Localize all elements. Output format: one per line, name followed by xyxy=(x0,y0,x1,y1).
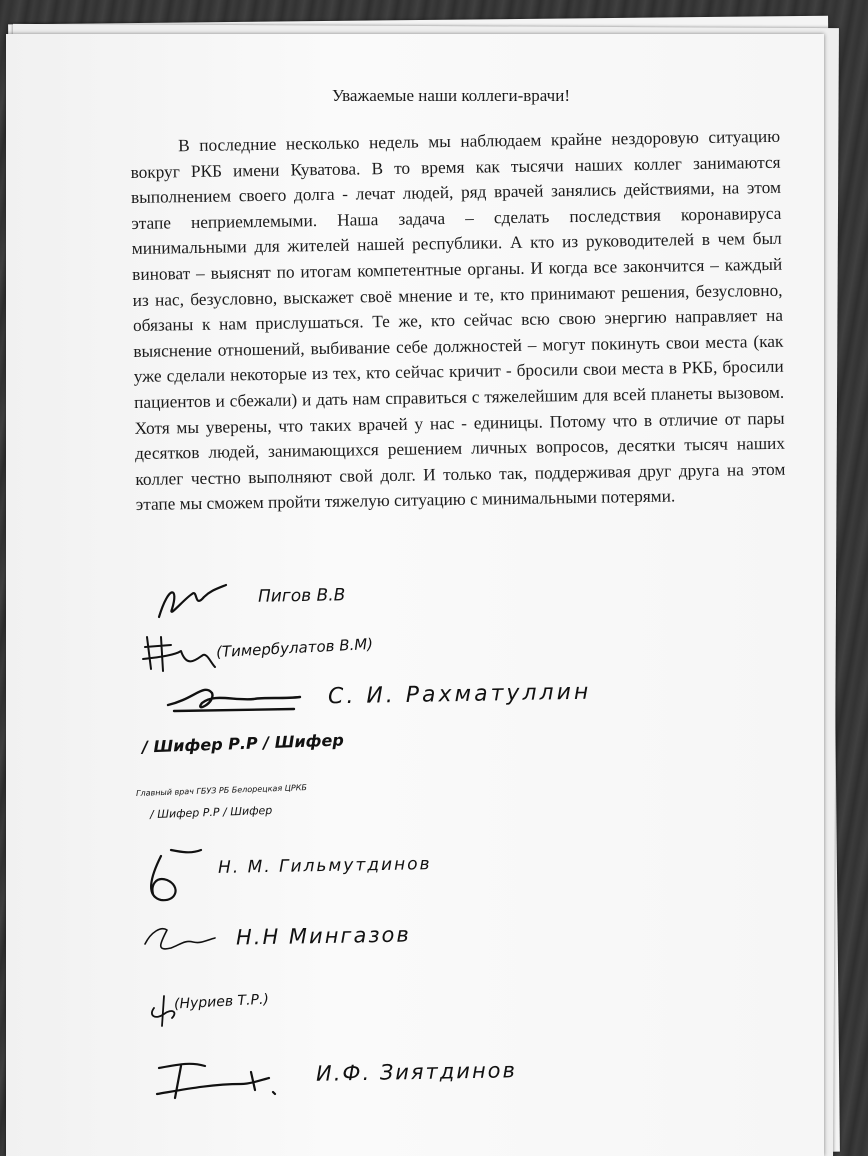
handwritten-signature-mark xyxy=(141,846,211,906)
handwritten-signature-mark xyxy=(164,679,304,719)
handwritten-signature-mark xyxy=(141,922,221,962)
signature-name: (Тимербулатов В.М) xyxy=(215,634,374,662)
handwritten-signature-mark xyxy=(141,629,221,679)
signature-name: И.Ф. Зиятдинов xyxy=(315,1058,518,1086)
signature-name: Н. М. Гильмутдинов xyxy=(217,854,432,878)
signature-block xyxy=(6,34,824,1156)
signature-name: С. И. Рахматуллин xyxy=(327,679,592,710)
signature-name: (Нуриев Т.Р.) xyxy=(173,991,270,1013)
letter-title: Уважаемые наши коллеги-врачи! xyxy=(332,86,570,105)
signature-name: / Шифер Р.Р / Шифер xyxy=(149,803,273,822)
signature-name: Пигов В.В xyxy=(257,585,346,607)
letter-page xyxy=(6,34,824,1156)
handwritten-signature-mark xyxy=(151,1054,291,1104)
handwritten-signature-mark xyxy=(154,579,234,624)
signature-title-line: Главный врач ГБУЗ РБ Белорецкая ЦРКБ xyxy=(135,783,308,798)
signature-name: / Шифер Р.Р / Шифер xyxy=(141,730,345,757)
letter-body-text: В последние несколько недель мы наблюдаем крайне нездоровую ситуацию вокруг РКБ имени Куватова. В то время как тысячи наших коллег занимаются выполнением своего долга - лечат людей, ряд врачей занялись действиями, на этом этапе неприемлемыми. Наша задача – сделать последствия коронавируса минимальными для жителей нашей республики. А кто из руководителей в чем был виноват – выяснят по итогам компетентные органы. И когда все закончится – каждый из нас, безусловно, выскажет своё мнение и те, кто принимают решения, безусловно, обязаны к нам прислушаться. Те же, кто сейчас всю свою энергию направляет на выяснение отношений, выбивание себе должностей – могут покинуть свои места (как уже сделали некоторые из тех, кто сейчас кричит - бросили свои места в РКБ, бросили пациентов и сбежали) и дать нам справиться с тяжелейшим для всей планеты вызовом. Хотя мы уверены, что таких врачей у нас - единицы. Потому что в отличие от пары десятков людей, занимающихся решением личных вопросов, десятки тысяч наших коллег честно выполняют свой долг. И только так, поддерживая друг друга на этом этапе мы сможем пройти тяжелую ситуацию с минимальными потерями. xyxy=(130,126,786,515)
signature-name: Н.Н Мингазов xyxy=(235,922,411,950)
